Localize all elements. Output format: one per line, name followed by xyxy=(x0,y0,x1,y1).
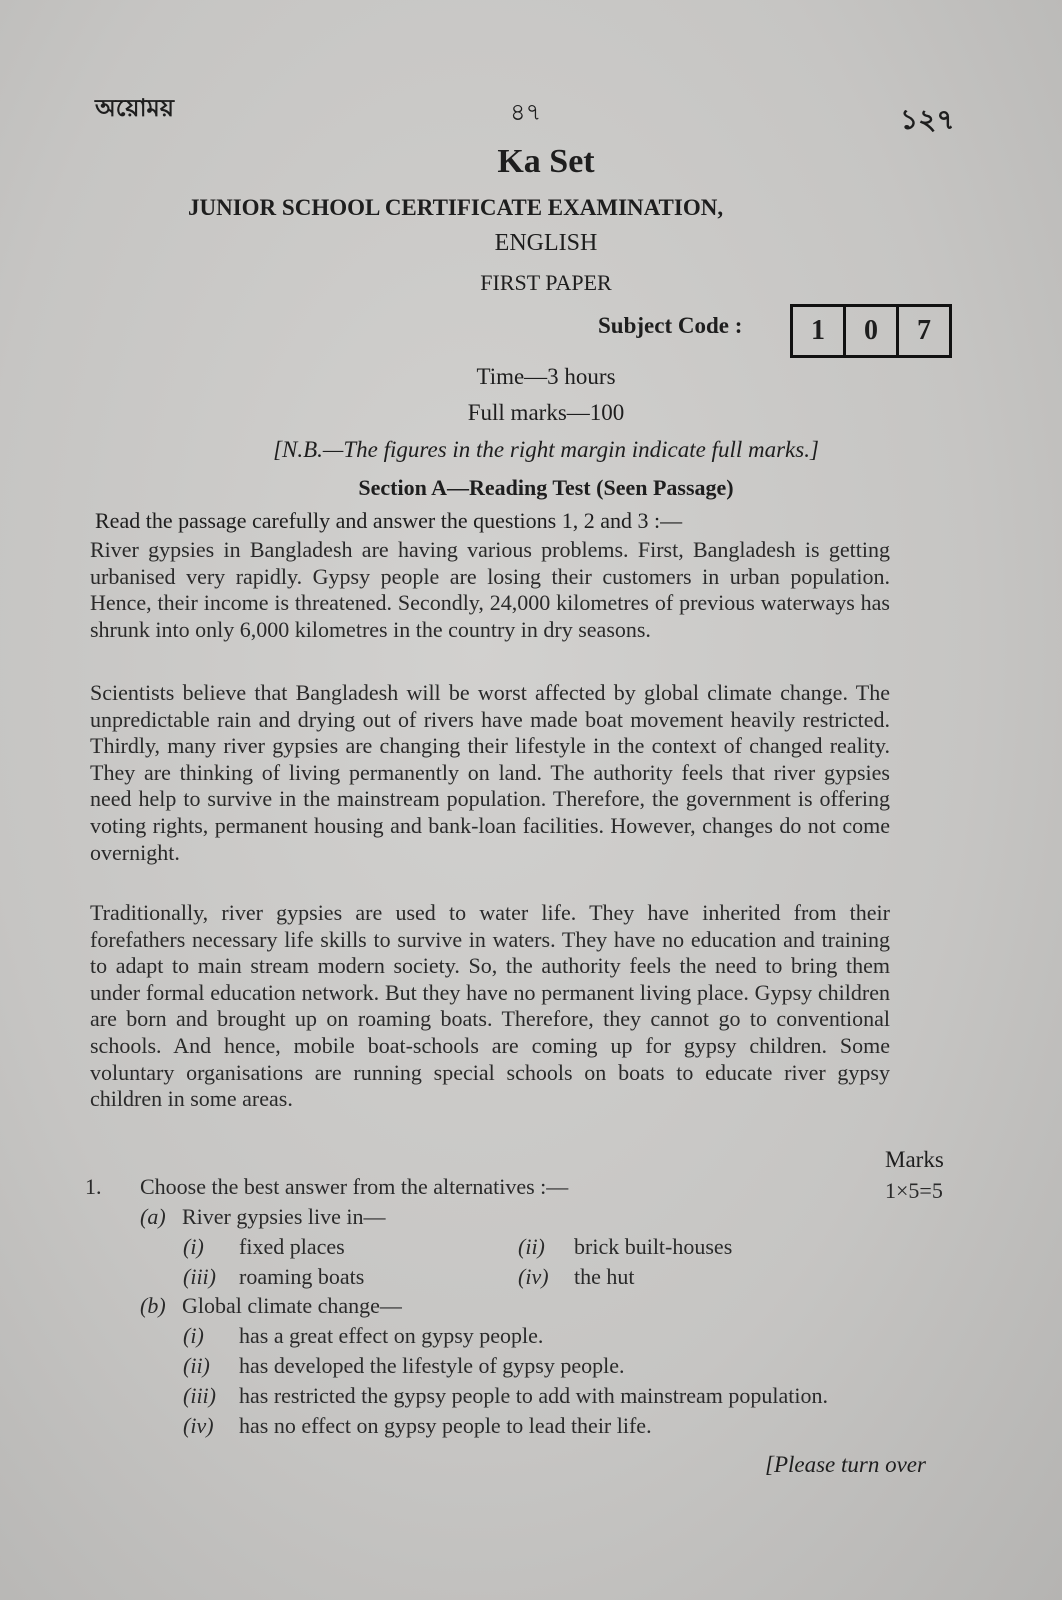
header-left: অয়োময় xyxy=(95,96,174,122)
option xyxy=(183,1413,652,1439)
time: Time—3 hours xyxy=(476,364,616,389)
passage-paragraph-2: Scientists believe that Bangladesh will be worst affected by global climate change. The unpredictable rain and drying out of rivers have made boat movement heavily restricted. Thirdly, many river gypsies are changing their lifestyle in the context of changed reality. They are thinking of living permanently on land. The authority feels that river gypsies need help to survive in the mainstream population. Therefore, the government is offering voting rights, permanent housing and bank-loan facilities. However, changes do not come overnight. xyxy=(90,680,890,865)
section-heading: Section A—Reading Test (Seen Passage) xyxy=(358,475,734,500)
item-label: (b) xyxy=(140,1293,166,1318)
option-label: (ii) xyxy=(183,1353,210,1378)
option-text: brick built-houses xyxy=(574,1234,733,1259)
option-label: (iv) xyxy=(518,1264,549,1289)
nb-note: [N.B.—The figures in the right margin indicate full marks.] xyxy=(273,437,819,462)
passage-paragraph-3: Traditionally, river gypsies are used to water life. They have inherited from their forefathers necessary life skills to survive in waters. They have no education and training to adapt to main stream modern society. So, the authority feels the need to bring them under formal education network. But they have no permanent living place. Gypsy children are born and brought up on roaming boats. Therefore, they cannot go to conventional schools. And hence, mobile boat-schools are coming up for gypsy children. Some voluntary organisations are running special schools on boats to educate river gypsy children in some areas. xyxy=(90,900,890,1112)
option-label: (iii) xyxy=(183,1383,216,1408)
option-label: (i) xyxy=(183,1323,204,1348)
paper-title: FIRST PAPER xyxy=(480,270,612,295)
code-digit: 0 xyxy=(846,307,899,355)
page-number: ৪৭ xyxy=(510,100,542,126)
option-text: has restricted the gypsy people to add with mainstream population. xyxy=(239,1383,828,1408)
option-text: the hut xyxy=(574,1264,635,1289)
option-text: roaming boats xyxy=(239,1264,365,1289)
option-label: (iv) xyxy=(183,1413,214,1438)
passage-paragraph-1: River gypsies in Bangladesh are having various problems. First, Bangladesh is getting urbanised very rapidly. Gypsy people are losing their customers in urban population. Hence, their income is threatened. Secondly, 24,000 kilometres of previous waterways has shrunk into only 6,000 kilometres in the country in dry seasons. xyxy=(90,537,890,642)
question-text: Choose the best answer from the alternatives :— xyxy=(140,1174,569,1199)
full-marks: Full marks—100 xyxy=(467,400,625,425)
option-text: has developed the lifestyle of gypsy people. xyxy=(239,1353,625,1378)
marks-heading: Marks xyxy=(885,1147,944,1172)
option-label: (ii) xyxy=(518,1234,545,1259)
subject-code-boxes xyxy=(790,304,952,358)
question-a xyxy=(140,1204,385,1230)
option-text: fixed places xyxy=(239,1234,345,1259)
option xyxy=(183,1323,543,1349)
item-label: (a) xyxy=(140,1204,166,1229)
option-text: has no effect on gypsy people to lead their life. xyxy=(239,1413,652,1438)
question-marks: 1×5=5 xyxy=(885,1178,943,1203)
option-label: (iii) xyxy=(183,1264,216,1289)
option xyxy=(183,1234,345,1260)
subject-code-label: Subject Code : xyxy=(598,313,743,338)
option xyxy=(518,1264,635,1290)
set-title: Ka Set xyxy=(497,143,595,180)
please-turn-over: [Please turn over xyxy=(765,1452,926,1477)
subject-title: ENGLISH xyxy=(494,230,598,256)
question-b xyxy=(140,1293,402,1319)
option xyxy=(183,1353,625,1379)
option-text: has a great effect on gypsy people. xyxy=(239,1323,544,1348)
option-label: (i) xyxy=(183,1234,204,1259)
item-stem: Global climate change— xyxy=(182,1293,402,1318)
option xyxy=(183,1383,828,1409)
option xyxy=(183,1264,364,1290)
exam-title: JUNIOR SCHOOL CERTIFICATE EXAMINATION, xyxy=(188,195,724,220)
instruction: Read the passage carefully and answer the questions 1, 2 and 3 :— xyxy=(95,508,683,533)
header-right: ১২৭ xyxy=(900,105,955,136)
code-digit: 7 xyxy=(917,315,931,346)
option xyxy=(518,1234,732,1260)
code-digit: 1 xyxy=(793,307,846,355)
question-number: 1. xyxy=(85,1174,102,1199)
item-stem: River gypsies live in— xyxy=(182,1204,386,1229)
